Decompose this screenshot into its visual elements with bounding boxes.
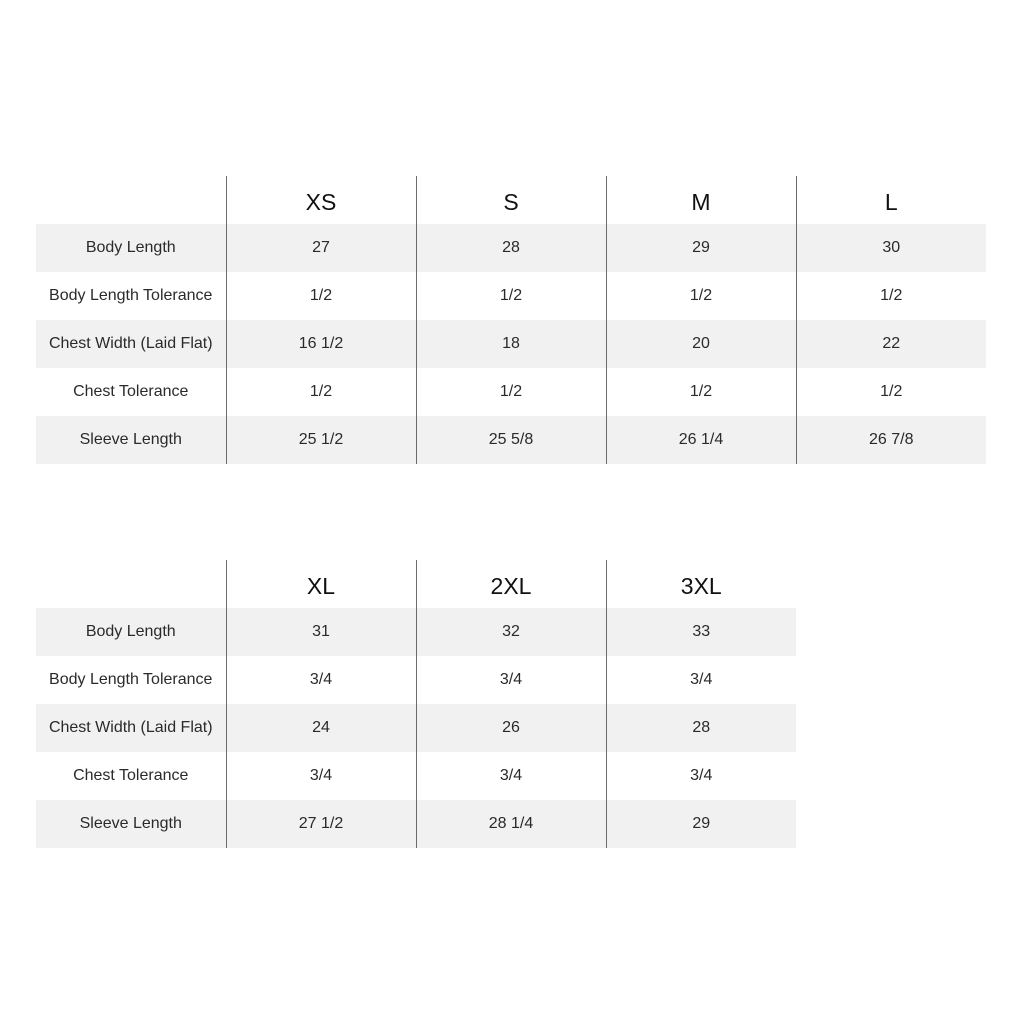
table-row-chest-tolerance [36,368,986,416]
value-cell: 30 [796,224,986,272]
value-cell: 29 [606,224,796,272]
value-cell: 27 1/2 [226,800,416,848]
value-cell: 3/4 [416,656,606,704]
table-row-body-length [36,608,796,656]
value-cell: 3/4 [606,752,796,800]
table-row-body-length [36,224,986,272]
row-label: Chest Tolerance [73,383,189,400]
value-cell: 28 [606,704,796,752]
table-row-chest-width [36,704,796,752]
table-row-body-length-tolerance [36,272,986,320]
size-header-2xl: 2XL [416,560,606,608]
size-header-row [36,560,796,608]
value-cell: 27 [226,224,416,272]
size-chart-table-xs-to-l [36,176,986,464]
size-header-s: S [416,176,606,224]
value-cell: 22 [796,320,986,368]
table-row-chest-tolerance [36,752,796,800]
value-cell: 3/4 [416,752,606,800]
size-header-xl: XL [226,560,416,608]
value-cell: 1/2 [226,368,416,416]
row-label: Sleeve Length [36,416,226,464]
size-header-row [36,176,986,224]
value-cell: 28 [416,224,606,272]
value-cell: 28 1/4 [416,800,606,848]
row-label: Body Length [36,608,226,656]
header-corner-cell [36,176,226,224]
value-cell: 24 [226,704,416,752]
value-cell: 3/4 [606,656,796,704]
value-cell: 1/2 [796,368,986,416]
value-cell: 26 1/4 [606,416,796,464]
value-cell: 1/2 [416,368,606,416]
value-cell: 1/2 [796,272,986,320]
value-cell: 33 [606,608,796,656]
size-header-3xl: 3XL [606,560,796,608]
table-row-sleeve-length [36,800,796,848]
value-cell: 26 [416,704,606,752]
value-cell: 3/4 [226,752,416,800]
table-row-chest-width [36,320,986,368]
size-header-l: L [796,176,986,224]
value-cell: 1/2 [606,368,796,416]
size-header-m: M [606,176,796,224]
value-cell: 29 [606,800,796,848]
row-label: Sleeve Length [36,800,226,848]
value-cell: 16 1/2 [226,320,416,368]
value-cell: 18 [416,320,606,368]
value-cell: 31 [226,608,416,656]
value-cell: 1/2 [606,272,796,320]
size-chart-table-xl-to-3xl [36,560,796,848]
value-cell: 1/2 [416,272,606,320]
row-label: Chest Width (Laid Flat) [36,320,226,368]
value-cell: 25 5/8 [416,416,606,464]
value-cell: 1/2 [226,272,416,320]
value-cell: 26 7/8 [796,416,986,464]
row-label: Chest Tolerance [73,767,189,784]
row-label: Body Length Tolerance [49,671,213,688]
row-label: Body Length Tolerance [49,287,213,304]
size-header-xs: XS [226,176,416,224]
row-label: Chest Width (Laid Flat) [36,704,226,752]
value-cell: 32 [416,608,606,656]
value-cell: 25 1/2 [226,416,416,464]
value-cell: 20 [606,320,796,368]
row-label: Body Length [36,224,226,272]
table-row-body-length-tolerance [36,656,796,704]
table-row-sleeve-length [36,416,986,464]
header-corner-cell [36,560,226,608]
value-cell: 3/4 [226,656,416,704]
